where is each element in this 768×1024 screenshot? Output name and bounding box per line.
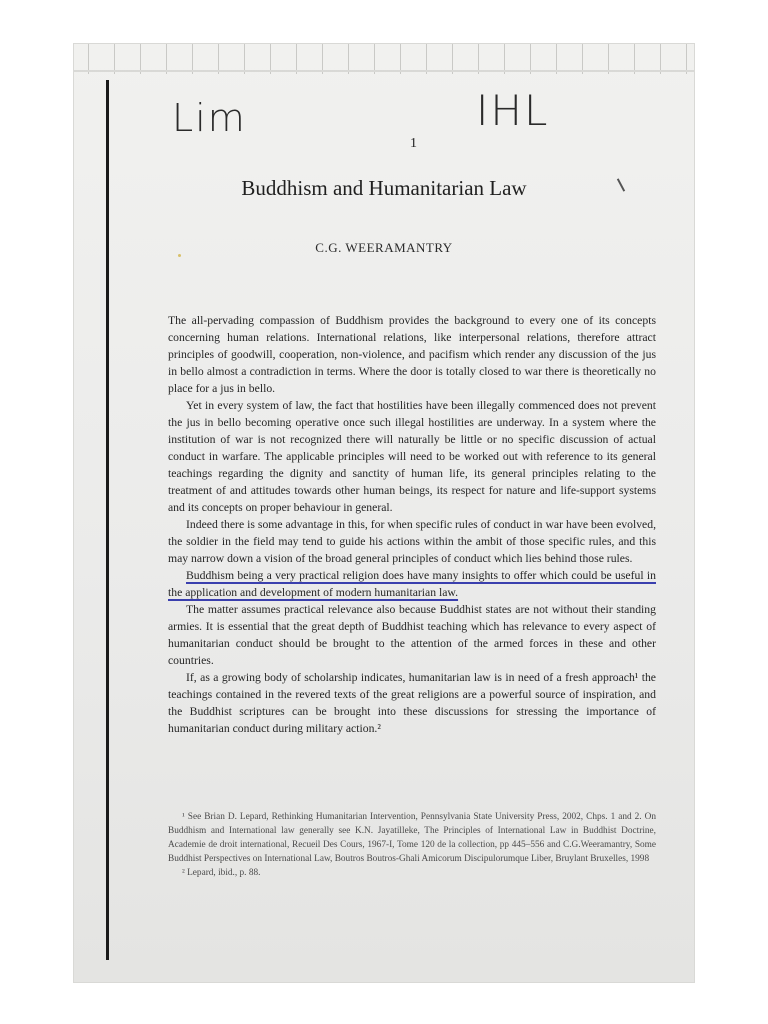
- footnote: ² Lepard, ibid., p. 88.: [182, 868, 261, 878]
- author-name: C.G. WEERAMANTRY: [315, 240, 453, 255]
- spiral-binding: [74, 44, 694, 74]
- chapter-number: 1: [410, 136, 417, 151]
- chapter-title: Buddhism and Humanitarian Law: [241, 176, 527, 200]
- paragraph: The matter assumes practical relevance also because Buddhist states are not without their standing armies. It is essential that the great depth of Buddhist teaching which has relevance to every aspect of humanitarian conduct should be brought to the attention of the armed forces in these and other countries.: [168, 603, 656, 667]
- paragraph: The all-pervading compassion of Buddhism provides the background to every one of its concepts concerning human relations. International relations, like interpersonal relations, therefore attract principles of goodwill, cooperation, non-violence, and pacifism which render any discussion of the jus in bello almost a contradiction in terms. Where the door is totally closed to war there is theoretically no place for a jus in bello.: [168, 314, 656, 395]
- footnote: ¹ See Brian D. Lepard, Rethinking Humanitarian Intervention, Pennsylvania State University Press, 2002, Chps. 1 and 2. On Buddhism and International law generally see K.N. Jayatilleke, The Principles of International Law in Buddhist Doctrine, Academie de droit international, Recueil Des Cours, 1967-I, Tome 120 de la collection, pp 445–556 and C.G.Weeramantry, Some Buddhist Perspectives on International Law, Boutros Boutros-Ghali Amicorum Discipulorumque Liber, Bruylant Bruxelles, 1998: [168, 812, 656, 864]
- handwritten-note-right: IHL: [476, 86, 550, 135]
- paragraph: Yet in every system of law, the fact that hostilities have been illegally commenced does not prevent the jus in bello becoming operative once such illegal hostilities are underway. In a system where the institution of war is not recognized there will naturally be little or no specific discussion of actual conduct in warfare. The applicable principles will need to be worked out with reference to its general teachings regarding the dignity and sanctity of human life, its general principles relating to the treatment of and attitudes towards other human beings, its respect for nature and life-support systems and its concepts on proper behaviour in general.: [168, 399, 656, 514]
- paragraph: If, as a growing body of scholarship indicates, humanitarian law is in need of a fresh approach¹ the teachings contained in the revered texts of the great religions are a powerful source of inspiration, and the Buddhist scriptures can be brought into these discussions for stressing the importance of humanitarian conduct during military action.²: [168, 671, 656, 735]
- paragraph-underlined: Buddhism being a very practical religion does have many insights to offer which could be useful in the application and development of modern humanitarian law.: [168, 569, 656, 599]
- paragraph: Indeed there is some advantage in this, for when specific rules of conduct in war have been evolved, the soldier in the field may tend to guide his actions within the ambit of those specific rules, and this may narrow down a vision of the broad general principles of conduct which lies behind those rules.: [168, 518, 656, 565]
- handwritten-note-left: Lim: [172, 96, 247, 140]
- body-text: [168, 312, 656, 737]
- scanned-page: [74, 44, 694, 982]
- footnotes: [168, 810, 656, 880]
- page-margin-line: [106, 80, 109, 960]
